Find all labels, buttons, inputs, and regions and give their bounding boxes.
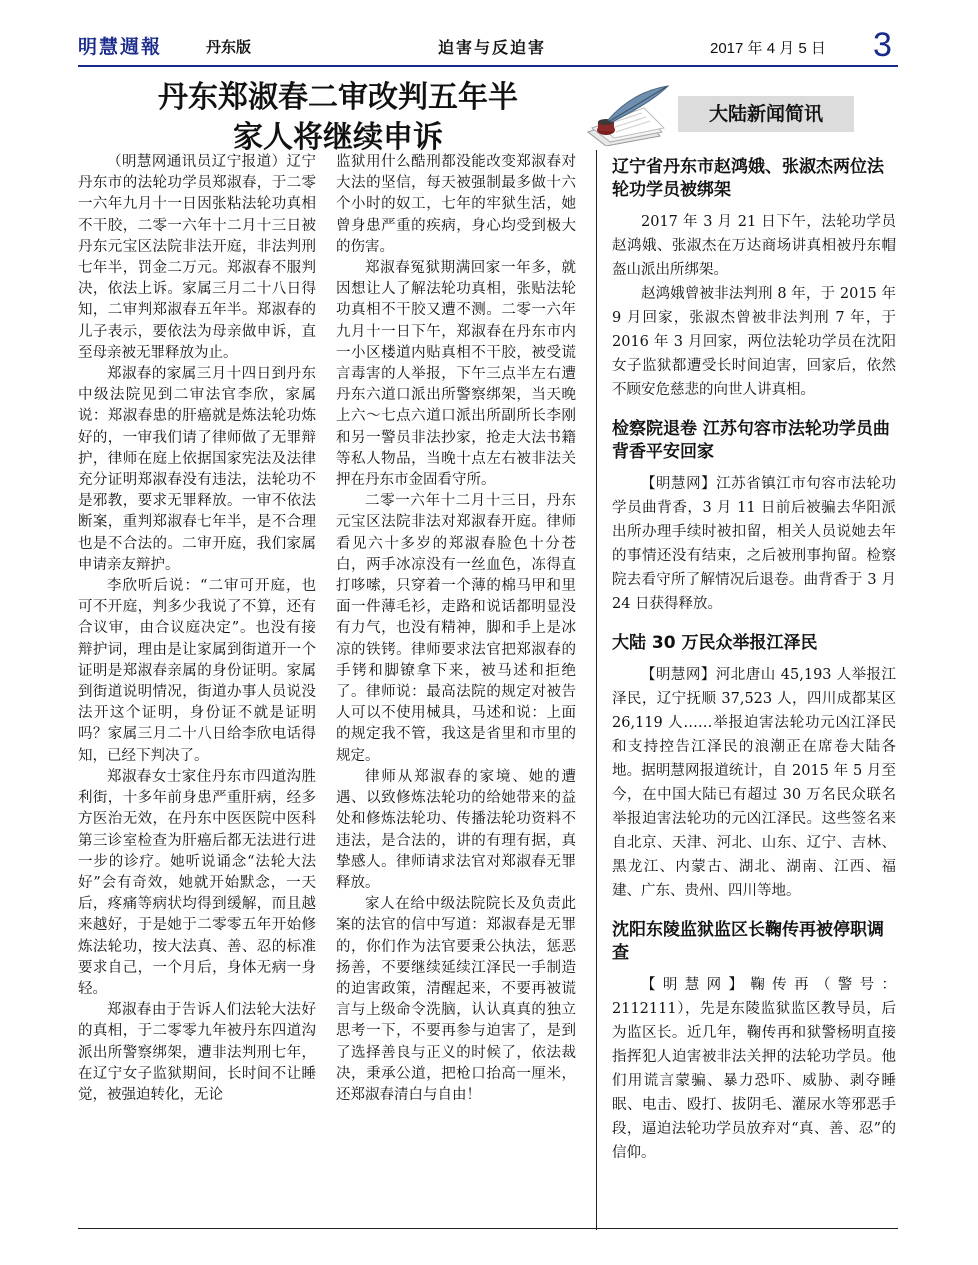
footer-rule xyxy=(78,1228,898,1229)
article-column-1 xyxy=(78,152,316,1106)
column-divider xyxy=(596,150,597,1230)
article-paragraph: 律师从郑淑春的家境、她的遭遇、以致修炼法轮功的给她带来的益处和修炼法轮功、传播法轮功资料不违法，是合法的，讲的有理有据，真挚感人。律师请求法官对郑淑春无罪释放。 xyxy=(336,768,576,891)
brief-title: 辽宁省丹东市赵鸿娥、张淑杰两位法轮功学员被绑架 xyxy=(612,157,884,200)
article-paragraph: 郑淑春女士家住丹东市四道沟胜利街，十多年前身患严重肝病，经多方医治无效，在丹东中医医院中医科第三诊室检查为肝癌后都无法进行进一步的诊疗。她听说诵念“法轮大法好”会有奇效，她就开始默念，一天后，疼痛等病状均得到缓解，而且越来越好，于是她于二零零五年开始修炼法轮功，按大法真、善、忍的标准要求自己，一个月后，身体无病一身轻。 xyxy=(78,768,316,997)
brief-title: 检察院退卷 江苏句容市法轮功学员曲背香平安回家 xyxy=(612,419,890,462)
article-paragraph: 郑淑春冤狱期满回家一年多，就因想让人了解法轮功真相，张贴法轮功真相不干胶又遭不测。二零一六年九月十一日下午，郑淑春在丹东市内一小区楼道内贴真相不干胶，被受谎言毒害的人举报，下午三点半左右遭丹东六道口派出所警察绑架，当天晚上六～七点六道口派出所副所长李刚和另一警员非法抄家，抢走大法书籍等私人物品，当晚十点左右被非法关押在丹东市金固看守所。 xyxy=(336,260,576,489)
article-paragraph: 郑淑春由于告诉人们法轮大法好的真相，于二零零九年被丹东四道沟派出所警察绑架，遭非法判刑七年，在辽宁女子监狱期间，长时间不让睡觉，被强迫转化，无论 xyxy=(78,1002,316,1103)
brief-title: 沈阳东陵监狱监区长鞠传再被停职调查 xyxy=(612,920,884,963)
article-paragraph: 二零一六年十二月十三日，丹东元宝区法院非法对郑淑春开庭。律师看见六十多岁的郑淑春脸色十分苍白，两手冰凉没有一丝血色，冻得直打哆嗦，只穿着一个薄的棉马甲和里面一件薄毛衫，走路和说话都明显没有力气，也没有精神，脚和手上是冰凉的铁铐。律师要求法官把郑淑春的手铐和脚镣拿下来，被马述和拒绝了。律师说：最高法院的规定对被告人可以不使用械具，马述和说：上面的规定我不管，我这是省里和市里的规定。 xyxy=(336,493,576,764)
article-paragraph: 李欣听后说：“二审可开庭，也可不开庭，判多少我说了不算，还有合议审，由合议庭决定”。也没有接辩护词，理由是让家属到街道开一个证明是郑淑春亲属的身份证明。家属到街道说明情况，街道办事人员说没法开这个证明，身份证不就是证明吗？家属三月二十八日给李欣电话得知，已经下判决了。 xyxy=(78,578,316,764)
headline-line-1: 丹东郑淑春二审改判五年半 xyxy=(158,80,518,115)
news-briefs-column xyxy=(612,156,896,1181)
brief-paragraph: 【明慧网】鞠传再（警号：2112111），先是东陵监狱监区教导员，后为监区长。近几年，鞠传再和狱警杨明直接指挥犯人迫害被非法关押的法轮功学员。他们用谎言蒙骗、暴力恐吓、威胁、剥夺睡眠、电击、殴打、拔阴毛、灌尿水等邪恶手段，逼迫法轮功学员放弃对“真、善、忍”的信仰。 xyxy=(612,977,896,1161)
masthead: 明慧週報 xyxy=(78,36,163,58)
page-number: 3 xyxy=(873,26,892,64)
issue-date: 2017 年 4 月 5 日 xyxy=(710,40,826,57)
news-brief-label: 大陆新闻简讯 xyxy=(678,96,854,132)
brief-paragraph: 【明慧网】江苏省镇江市句容市法轮功学员曲背香，3 月 11 日前后被骗去华阳派出所办理手续时被扣留，相关人员说她去年的事情还没有结束，之后被刑事拘留。检察院去看守所了解情况后退卷。曲背香于 3 月 24 日获得释放。 xyxy=(612,476,896,612)
edition-label: 丹东版 xyxy=(206,38,252,56)
headline-line-2: 家人将继续申诉 xyxy=(233,120,443,155)
brief-title: 大陆 30 万民众举报江泽民 xyxy=(612,633,818,653)
article-paragraph-continued: 监狱用什么酷刑都没能改变郑淑春对大法的坚信，每天被强制最多做十六个小时的奴工，七年的牢狱生活，她曾身患严重的疾病，身心均受到极大的伤害。 xyxy=(336,154,576,255)
article-paragraph: 郑淑春的家属三月十四日到丹东中级法院见到二审法官李欣，家属说：郑淑春患的肝癌就是炼法轮功炼好的，一审我们请了律师做了无罪辩护，律师在庭上依据国家宪法及法律充分证明郑淑春没有违法，法轮功不是邪教，要求无罪释放。一审不依法断案，重判郑淑春七年半，是不合理也是不合法的。二审开庭，我们家属申请亲友辩护。 xyxy=(78,366,316,573)
brief-paragraph: 赵鸿娥曾被非法判刑 8 年，于 2015 年 9 月回家，张淑杰曾被非法判刑 7 年，于 2016 年 3 月回家，两位法轮功学员在沈阳女子监狱都遭受长时间迫害，回家后，依然不顾安危慈悲的向世人讲真相。 xyxy=(612,286,896,398)
main-headline xyxy=(78,78,598,158)
quill-paper-icon xyxy=(582,84,678,146)
brief-article xyxy=(612,632,896,903)
article-paragraph: （明慧网通讯员辽宁报道）辽宁丹东市的法轮功学员郑淑春，于二零一六年九月十一日因张粘法轮功真相不干胶，二零一六年十二月十三日被丹东元宝区法院非法开庭，非法判刑七年半，罚金二万元。郑淑春不服判决，依法上诉。家属三月二十八日得知，二审判郑淑春五年半。郑淑春的儿子表示，要依法为母亲做申诉，直至母亲被无罪释放为止。 xyxy=(78,154,316,361)
brief-article xyxy=(612,156,896,402)
brief-article xyxy=(612,418,896,616)
brief-paragraph: 【明慧网】河北唐山 45,193 人举报江泽民，辽宁抚顺 37,523 人，四川成都某区 26,119 人……举报迫害法轮功元凶江泽民和支持控告江泽民的浪潮正在席卷大陆各地。据明慧网报道统计，自 2015 年 5 月至今，在中国大陆已有超过 30 万名民众联名举报迫害法轮功的元凶江泽民。这些签名来自北京、天津、河北、山东、辽宁、吉林、黑龙江、内蒙古、湖北、湖南、江西、福建、广东、贵州、四川等地。 xyxy=(612,667,896,899)
page-header xyxy=(78,26,900,64)
brief-paragraph: 2017 年 3 月 21 日下午，法轮功学员赵鸿娥、张淑杰在万达商场讲真相被丹东帽盔山派出所绑架。 xyxy=(612,214,896,278)
article-paragraph: 家人在给中级法院院长及负责此案的法官的信中写道：郑淑春是无罪的，你们作为法官要秉公执法，惩恶扬善，不要继续延续江泽民一手制造的迫害政策，清醒起来，不要再被谎言与上级命令洗脑，认认真真的独立思考一下，不要再参与迫害了，是到了选择善良与正义的时候了，依法裁决，秉承公道，把枪口抬高一厘米，还郑淑春清白与自由！ xyxy=(336,896,576,1103)
header-rule xyxy=(78,65,898,67)
brief-article xyxy=(612,919,896,1165)
section-title: 迫害与反迫害 xyxy=(438,38,547,57)
article-column-2 xyxy=(336,152,576,1106)
